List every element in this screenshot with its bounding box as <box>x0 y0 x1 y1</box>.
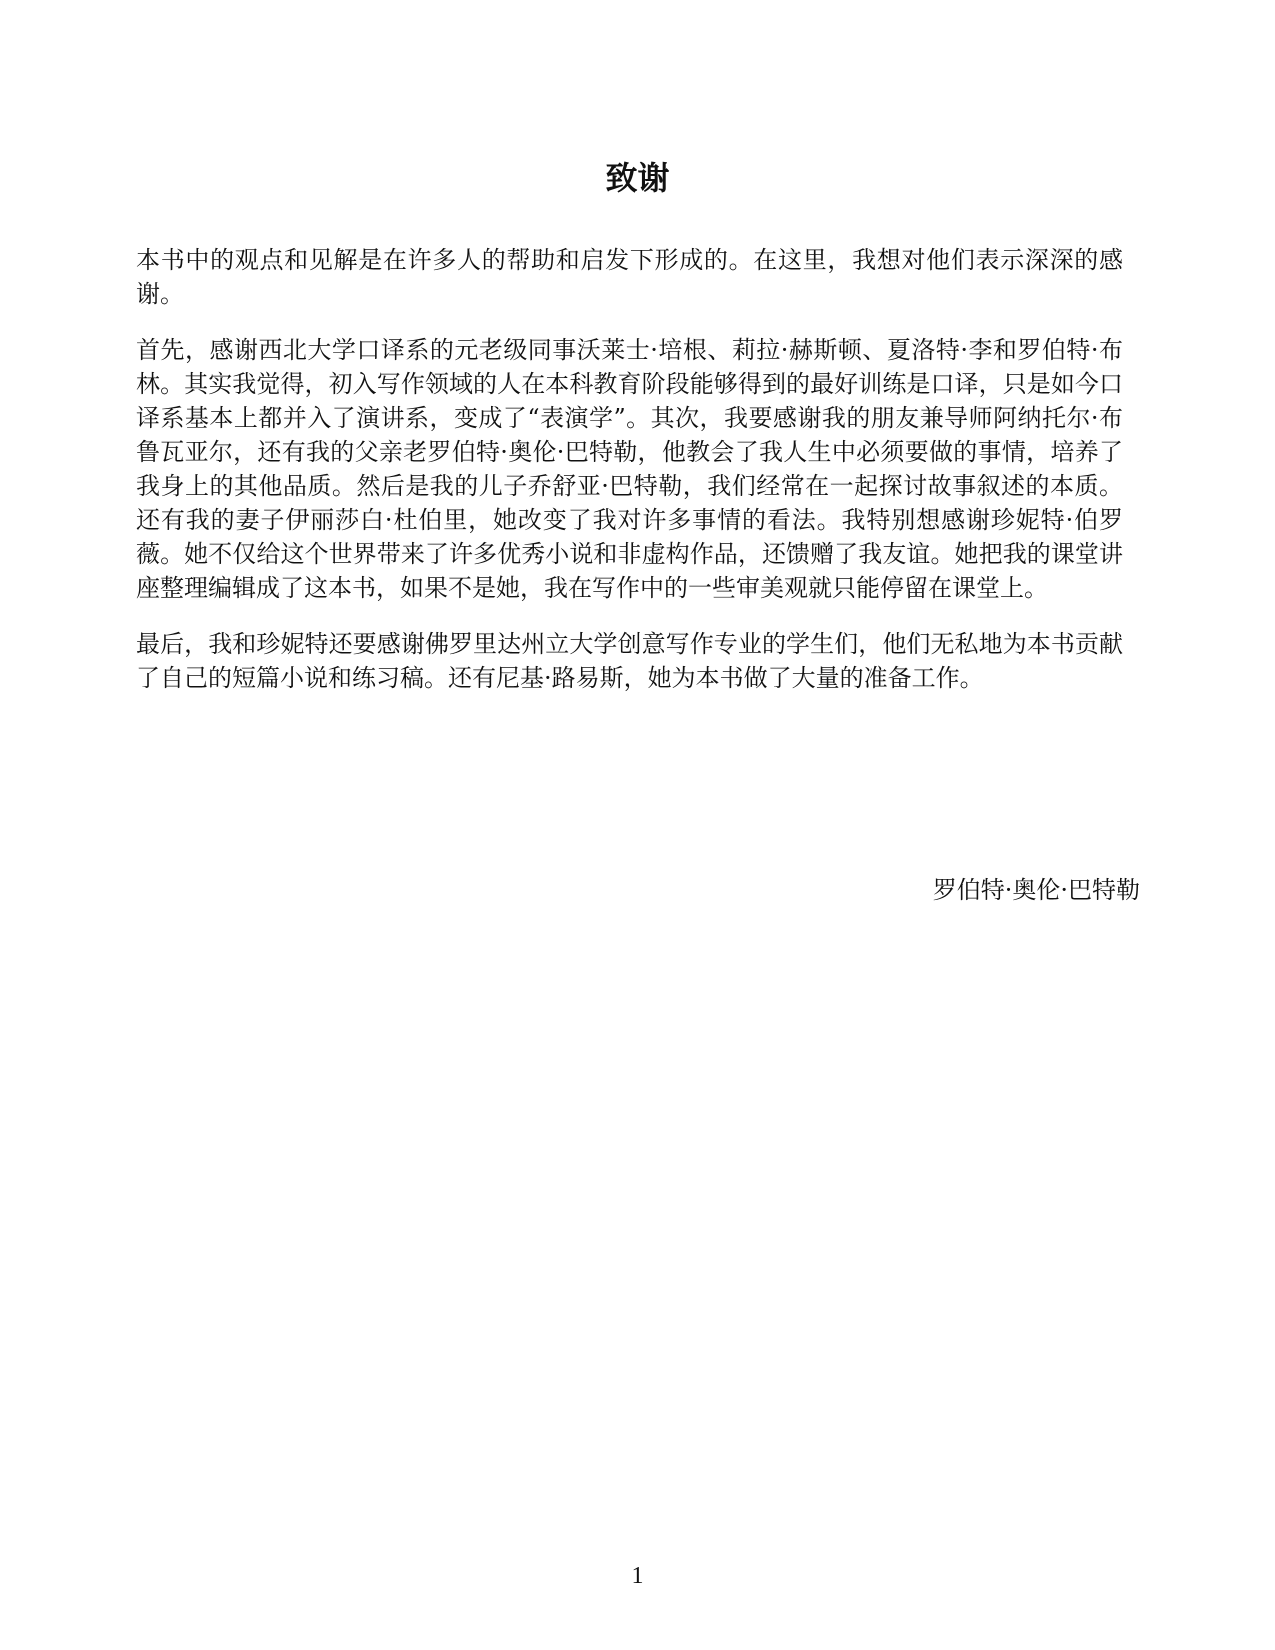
paragraph-thanks-colleagues: 首先，感谢西北大学口译系的元老级同事沃莱士·培根、莉拉·赫斯顿、夏洛特·李和罗伯特·布林。其实我觉得，初入写作领域的人在本科教育阶段能够得到的最好训练是口译，只是如今口译系基本上都并入了演讲系，变成了“表演学”。其次，我要感谢我的朋友兼导师阿纳托尔·布鲁瓦亚尔，还有我的父亲老罗伯特·奥伦·巴特勒，他教会了我人生中必须要做的事情，培养了我身上的其他品质。然后是我的儿子乔舒亚·巴特勒，我们经常在一起探讨故事叙述的本质。还有我的妻子伊丽莎白·杜伯里，她改变了我对许多事情的看法。我特别想感谢珍妮特·伯罗薇。她不仅给这个世界带来了许多优秀小说和非虚构作品，还馈赠了我友谊。她把我的课堂讲座整理编辑成了这本书，如果不是她，我在写作中的一些审美观就只能停留在课堂上。 <box>136 336 1123 602</box>
acknowledgements-body <box>136 243 1123 717</box>
page-title: 致谢 <box>605 159 670 197</box>
paragraph-thanks-students: 最后，我和珍妮特还要感谢佛罗里达州立大学创意写作专业的学生们，他们无私地为本书贡献了自己的短篇小说和练习稿。还有尼基·路易斯，她为本书做了大量的准备工作。 <box>136 630 1123 692</box>
paragraph-intro: 本书中的观点和见解是在许多人的帮助和启发下形成的。在这里，我想对他们表示深深的感谢。 <box>136 246 1123 308</box>
page-number: 1 <box>631 1563 644 1589</box>
author-signature: 罗伯特·奥伦·巴特勒 <box>932 876 1140 904</box>
